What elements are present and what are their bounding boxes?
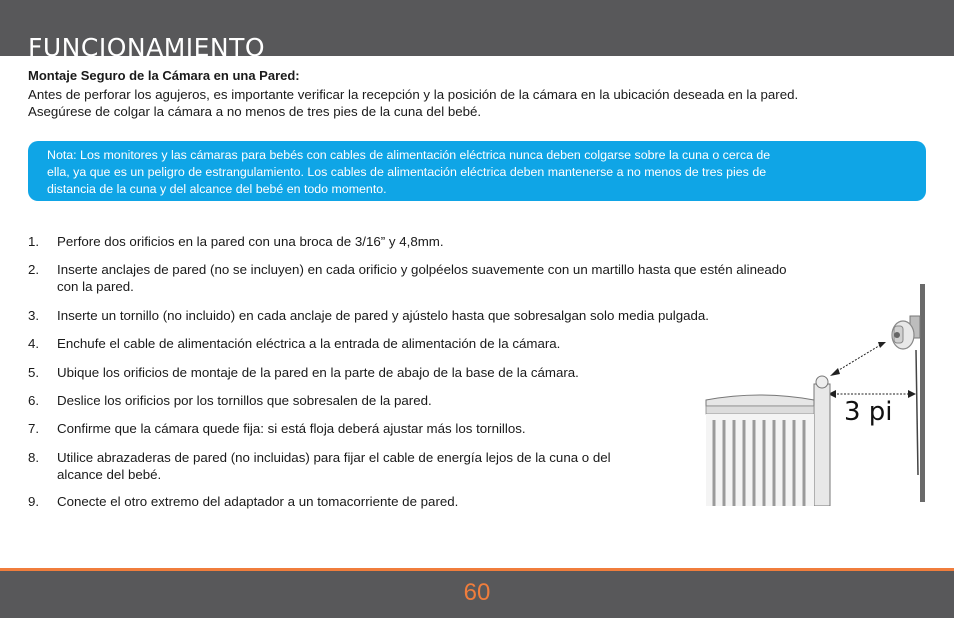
page-title: FUNCIONAMIENTO — [28, 34, 266, 56]
step-text: Utilice abrazaderas de pared (no incluidas) para fijar el cable de energía lejos de la cuna o del — [57, 450, 611, 465]
step-text: Ubique los orificios de montaje de la pared en la parte de abajo de la base de la cámara. — [57, 365, 579, 380]
step-number: 1. — [28, 234, 40, 249]
intro-line-1: Antes de perforar los agujeros, es importante verificar la recepción y la posición de la cámara en la ubicación deseada en la pared. — [28, 87, 799, 102]
step-number: 9. — [28, 494, 40, 509]
page-number: 60 — [463, 579, 491, 606]
section-heading: Montaje Seguro de la Cámara en una Pared: — [28, 68, 300, 83]
step-number: 2. — [28, 262, 40, 277]
intro-line-2: Asegúrese de colgar la cámara a no menos de tres pies de la cuna del bebé. — [28, 104, 482, 119]
note-line-1: Nota: Los monitores y las cámaras para bebés con cables de alimentación eléctrica nunca deben colgarse sobre la cuna o cerca de — [47, 148, 771, 162]
step-text: Inserte un tornillo (no incluido) en cada anclaje de pared y ajústelo hasta que sobresalgan solo media pulgada. — [57, 308, 709, 323]
step-text: Deslice los orificios por los tornillos que sobresalen de la pared. — [57, 393, 432, 408]
note-line-3: distancia de la cuna y del alcance del bebé en todo momento. — [47, 182, 387, 196]
distance-label: 3 pi — [844, 397, 893, 427]
distance-arrow-diagonal — [830, 342, 886, 376]
page-header-bar — [0, 0, 954, 56]
step-text: Conecte el otro extremo del adaptador a un tomacorriente de pared. — [57, 494, 459, 509]
step-text-continued: alcance del bebé. — [57, 467, 162, 482]
step-text: Perfore dos orificios en la pared con una broca de 3/16” y 4,8mm. — [57, 234, 444, 249]
note-line-2: ella, ya que es un peligro de estrangulamiento. Los cables de alimentación eléctrica deben mantenerse a no menos de tres pies de — [47, 165, 767, 179]
step-number: 3. — [28, 308, 40, 323]
crib-camera-diagram — [700, 280, 930, 506]
step-text: Enchufe el cable de alimentación eléctrica a la entrada de alimentación de la cámara. — [57, 336, 561, 351]
step-number: 5. — [28, 365, 40, 380]
step-number: 6. — [28, 393, 40, 408]
step-number: 7. — [28, 421, 40, 436]
camera-icon — [892, 316, 920, 475]
safety-note-box — [28, 141, 926, 201]
step-number: 8. — [28, 450, 40, 465]
wall-shape — [920, 284, 925, 502]
intro-paragraph — [28, 86, 933, 120]
page-footer-bar — [0, 571, 954, 618]
crib-wall-camera-illustration — [700, 280, 930, 506]
safety-note-text — [47, 147, 907, 198]
step-text-continued: con la pared. — [57, 279, 134, 294]
step-text: Confirme que la cámara quede fija: si está floja deberá ajustar más los tornillos. — [57, 421, 526, 436]
step-number: 4. — [28, 336, 40, 351]
step-text: Inserte anclajes de pared (no se incluyen) en cada orificio y golpéelos suavemente con un martillo hasta que estén alineado — [57, 262, 787, 277]
crib-icon — [706, 376, 830, 506]
